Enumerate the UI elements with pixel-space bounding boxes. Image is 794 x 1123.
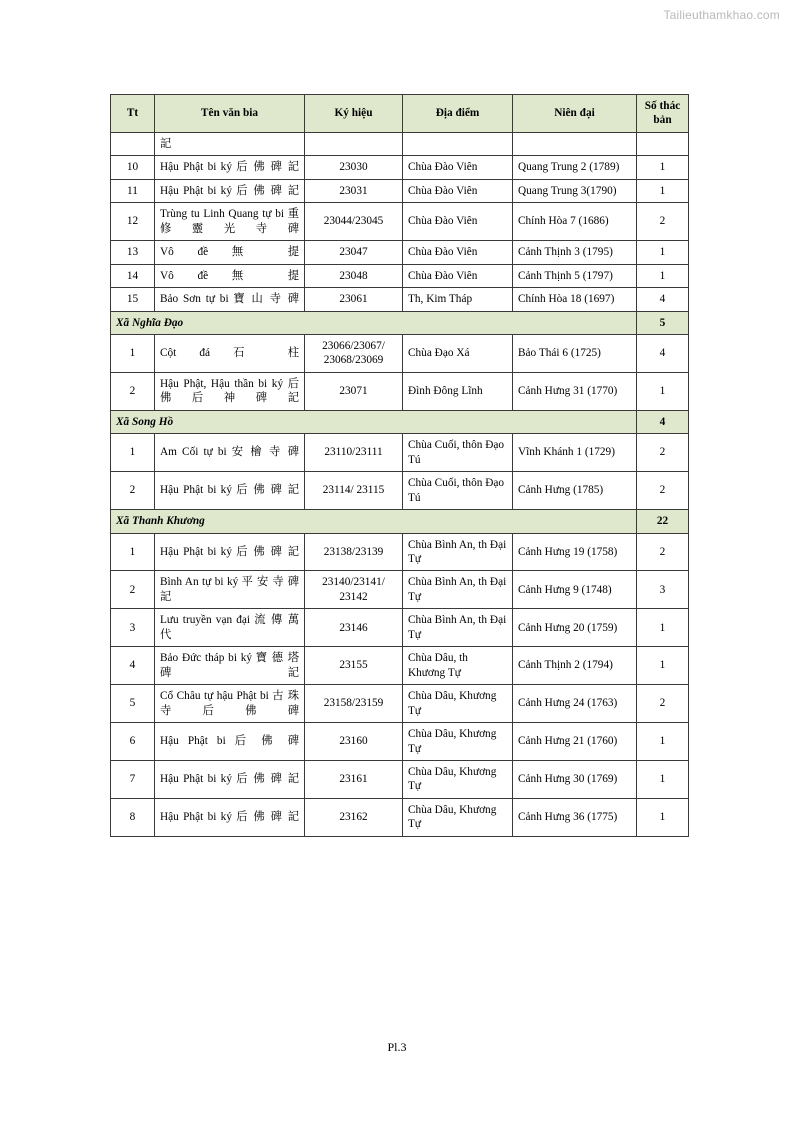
cell-code: 23061	[305, 288, 403, 311]
cell-name: Bảo Đức tháp bi ký 寶 德 塔 碑 記	[155, 647, 305, 685]
watermark: Tailieuthamkhao.com	[663, 8, 780, 22]
document-page	[110, 94, 688, 837]
cell-place: Chùa Đào Viên	[403, 156, 513, 179]
cell-count: 2	[637, 472, 689, 510]
table-row	[111, 609, 689, 647]
cell-name: Lưu truyền vạn đại 流 傳 萬 代	[155, 609, 305, 647]
cell-count: 4	[637, 334, 689, 372]
cell-era: Cảnh Hưng 31 (1770)	[513, 372, 637, 410]
table-row	[111, 334, 689, 372]
section-row	[111, 410, 689, 433]
table-row	[111, 288, 689, 311]
cell-name: Cột đá 石 柱	[155, 334, 305, 372]
column-header-name: Tên văn bia	[155, 95, 305, 133]
cell-tt: 15	[111, 288, 155, 311]
inscription-table	[110, 94, 689, 837]
cell-era: Cảnh Hưng 36 (1775)	[513, 798, 637, 836]
cell-name: Hậu Phật bi ký 后 佛 碑 記	[155, 472, 305, 510]
section-label: Xã Nghĩa Đạo	[111, 311, 637, 334]
cell-place: Chùa Đào Viên	[403, 241, 513, 264]
table-row	[111, 156, 689, 179]
cell-place: Chùa Cuối, thôn Đạo Tú	[403, 434, 513, 472]
section-label: Xã Thanh Khương	[111, 510, 637, 533]
cell-era: Quang Trung 2 (1789)	[513, 156, 637, 179]
cell-era: Vĩnh Khánh 1 (1729)	[513, 434, 637, 472]
cell-code: 23066/23067/ 23068/23069	[305, 334, 403, 372]
cell-code: 23114/ 23115	[305, 472, 403, 510]
cell-count: 1	[637, 647, 689, 685]
cell-era	[513, 132, 637, 155]
cell-tt: 8	[111, 798, 155, 836]
cell-place: Chùa Bình An, th Đại Tự	[403, 571, 513, 609]
section-count: 5	[637, 311, 689, 334]
cell-name: Bình An tự bi ký 平 安 寺 碑 記	[155, 571, 305, 609]
cell-name: Hậu Phật bi 后 佛 碑	[155, 723, 305, 761]
cell-name: Hậu Phật bi ký 后 佛 碑 記	[155, 533, 305, 571]
table-row	[111, 798, 689, 836]
cell-name: 記	[155, 132, 305, 155]
cell-count: 1	[637, 372, 689, 410]
table-row	[111, 372, 689, 410]
table-row	[111, 132, 689, 155]
table-row	[111, 241, 689, 264]
cell-count: 1	[637, 264, 689, 287]
table-header-row	[111, 95, 689, 133]
table-row	[111, 685, 689, 723]
cell-tt: 2	[111, 571, 155, 609]
cell-place	[403, 132, 513, 155]
cell-code: 23047	[305, 241, 403, 264]
cell-tt: 2	[111, 372, 155, 410]
cell-count: 1	[637, 760, 689, 798]
section-count: 22	[637, 510, 689, 533]
cell-count: 1	[637, 241, 689, 264]
cell-tt: 7	[111, 760, 155, 798]
cell-code: 23146	[305, 609, 403, 647]
cell-name: Hậu Phật, Hậu thần bi ký 后 佛 后 神 碑 記	[155, 372, 305, 410]
cell-era: Cảnh Hưng 30 (1769)	[513, 760, 637, 798]
cell-era: Cảnh Thịnh 3 (1795)	[513, 241, 637, 264]
cell-name: Hậu Phật bi ký 后 佛 碑 記	[155, 156, 305, 179]
cell-count: 3	[637, 571, 689, 609]
cell-place: Chùa Bình An, th Đại Tự	[403, 533, 513, 571]
cell-code: 23155	[305, 647, 403, 685]
cell-tt: 2	[111, 472, 155, 510]
cell-place: Chùa Cuối, thôn Đạo Tú	[403, 472, 513, 510]
column-header-place: Địa điểm	[403, 95, 513, 133]
cell-era: Quang Trung 3(1790)	[513, 179, 637, 202]
cell-tt: 6	[111, 723, 155, 761]
section-row	[111, 311, 689, 334]
cell-code: 23158/23159	[305, 685, 403, 723]
table-row	[111, 571, 689, 609]
cell-code: 23044/23045	[305, 203, 403, 241]
section-label: Xã Song Hồ	[111, 410, 637, 433]
cell-era: Cảnh Thịnh 5 (1797)	[513, 264, 637, 287]
table-row	[111, 723, 689, 761]
table-row	[111, 179, 689, 202]
cell-code: 23161	[305, 760, 403, 798]
cell-code: 23162	[305, 798, 403, 836]
cell-tt: 13	[111, 241, 155, 264]
cell-code: 23160	[305, 723, 403, 761]
cell-tt: 10	[111, 156, 155, 179]
cell-place: Chùa Đạo Xá	[403, 334, 513, 372]
page-number: Pl.3	[387, 1040, 407, 1054]
cell-name: Am Cối tự bi 安 檜 寺 碑	[155, 434, 305, 472]
cell-code: 23138/23139	[305, 533, 403, 571]
cell-era: Chính Hòa 18 (1697)	[513, 288, 637, 311]
cell-era: Cảnh Hưng 19 (1758)	[513, 533, 637, 571]
cell-tt: 12	[111, 203, 155, 241]
cell-name: Trùng tu Linh Quang tự bi 重 修 靈 光 寺 碑	[155, 203, 305, 241]
cell-tt: 5	[111, 685, 155, 723]
cell-tt: 1	[111, 533, 155, 571]
cell-count	[637, 132, 689, 155]
cell-tt: 14	[111, 264, 155, 287]
cell-era: Cảnh Hưng 21 (1760)	[513, 723, 637, 761]
cell-place: Th, Kim Tháp	[403, 288, 513, 311]
cell-place: Chùa Đào Viên	[403, 264, 513, 287]
cell-count: 1	[637, 156, 689, 179]
cell-count: 1	[637, 609, 689, 647]
section-row	[111, 510, 689, 533]
cell-name: Cổ Châu tự hậu Phật bi 古 珠 寺 后 佛 碑	[155, 685, 305, 723]
cell-place: Chùa Dâu, Khương Tự	[403, 798, 513, 836]
cell-place: Chùa Bình An, th Đại Tự	[403, 609, 513, 647]
cell-code: 23071	[305, 372, 403, 410]
cell-tt: 1	[111, 434, 155, 472]
cell-era: Cảnh Hưng 9 (1748)	[513, 571, 637, 609]
cell-name: Vô đề 無 提	[155, 241, 305, 264]
column-header-era: Niên đại	[513, 95, 637, 133]
table-row	[111, 203, 689, 241]
cell-tt: 4	[111, 647, 155, 685]
cell-name: Hậu Phật bi ký 后 佛 碑 記	[155, 760, 305, 798]
cell-code: 23110/23111	[305, 434, 403, 472]
cell-count: 1	[637, 798, 689, 836]
cell-name: Hậu Phật bi ký 后 佛 碑 記	[155, 179, 305, 202]
table-row	[111, 533, 689, 571]
column-header-count: Số thác bản	[637, 95, 689, 133]
table-row	[111, 760, 689, 798]
cell-count: 1	[637, 179, 689, 202]
cell-era: Chính Hòa 7 (1686)	[513, 203, 637, 241]
cell-place: Chùa Dâu, Khương Tự	[403, 760, 513, 798]
cell-code: 23048	[305, 264, 403, 287]
column-header-code: Ký hiệu	[305, 95, 403, 133]
cell-count: 2	[637, 203, 689, 241]
table-row	[111, 434, 689, 472]
cell-count: 1	[637, 723, 689, 761]
cell-tt: 11	[111, 179, 155, 202]
cell-place: Chùa Dâu, Khương Tự	[403, 685, 513, 723]
cell-code	[305, 132, 403, 155]
cell-place: Chùa Đào Viên	[403, 179, 513, 202]
section-count: 4	[637, 410, 689, 433]
cell-place: Chùa Đào Viên	[403, 203, 513, 241]
cell-tt: 3	[111, 609, 155, 647]
table-row	[111, 472, 689, 510]
cell-name: Vô đề 無 提	[155, 264, 305, 287]
cell-place: Chùa Dâu, Khương Tự	[403, 723, 513, 761]
cell-name: Bảo Sơn tự bi 寶 山 寺 碑	[155, 288, 305, 311]
cell-era: Cảnh Hưng 24 (1763)	[513, 685, 637, 723]
cell-era: Bảo Thái 6 (1725)	[513, 334, 637, 372]
cell-era: Cảnh Hưng 20 (1759)	[513, 609, 637, 647]
cell-tt: 1	[111, 334, 155, 372]
table-body	[111, 132, 689, 836]
cell-code: 23140/23141/ 23142	[305, 571, 403, 609]
cell-era: Cảnh Thịnh 2 (1794)	[513, 647, 637, 685]
cell-code: 23030	[305, 156, 403, 179]
table-row	[111, 647, 689, 685]
cell-count: 2	[637, 685, 689, 723]
cell-era: Cảnh Hưng (1785)	[513, 472, 637, 510]
cell-tt	[111, 132, 155, 155]
cell-name: Hậu Phật bi ký 后 佛 碑 記	[155, 798, 305, 836]
column-header-tt: Tt	[111, 95, 155, 133]
cell-code: 23031	[305, 179, 403, 202]
cell-place: Chùa Dâu, th Khương Tự	[403, 647, 513, 685]
table-row	[111, 264, 689, 287]
cell-place: Đình Đông Lĩnh	[403, 372, 513, 410]
cell-count: 4	[637, 288, 689, 311]
cell-count: 2	[637, 533, 689, 571]
cell-count: 2	[637, 434, 689, 472]
